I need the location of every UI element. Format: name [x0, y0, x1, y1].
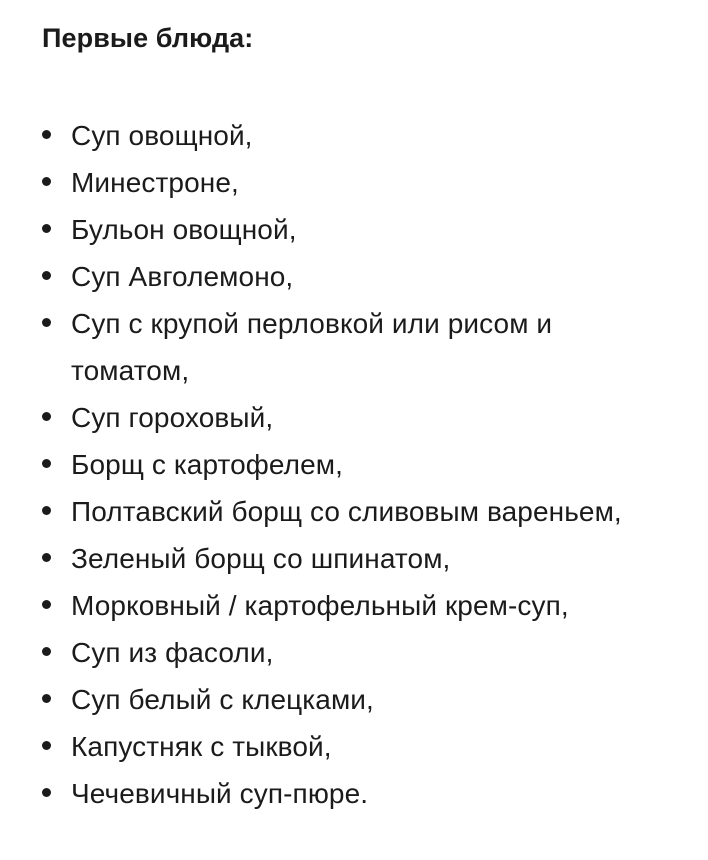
list-item-text: Капустняк с тыквой,	[71, 731, 332, 762]
list-item	[42, 253, 672, 300]
list-item	[42, 112, 672, 159]
list-item	[42, 441, 672, 488]
list-item	[42, 206, 672, 253]
list-item	[42, 629, 672, 676]
list-item	[42, 582, 672, 629]
list-item	[42, 770, 672, 817]
list-item	[42, 676, 672, 723]
bullet-icon	[42, 177, 51, 186]
list-item	[42, 723, 672, 770]
bullet-icon	[42, 600, 51, 609]
list-item-text: Суп Авголемоно,	[71, 261, 294, 292]
bullet-icon	[42, 694, 51, 703]
list-item-text: Суп гороховый,	[71, 402, 274, 433]
list-item	[42, 300, 672, 394]
list-item-text: Морковный / картофельный крем-суп,	[71, 590, 569, 621]
bullet-icon	[42, 553, 51, 562]
list-item-text: Чечевичный суп-пюре.	[71, 778, 369, 809]
bullet-icon	[42, 647, 51, 656]
bullet-icon	[42, 318, 51, 327]
list-item-text: Зеленый борщ со шпинатом,	[71, 543, 451, 574]
list-item	[42, 159, 672, 206]
list-item-text: Суп овощной,	[71, 120, 253, 151]
bullet-icon	[42, 741, 51, 750]
dish-list	[42, 112, 672, 817]
list-item-text: Суп из фасоли,	[71, 637, 274, 668]
list-item-text: Полтавский борщ со сливовым вареньем,	[71, 496, 622, 527]
section-heading: Первые блюда:	[42, 23, 254, 53]
list-item-text: Бульон овощной,	[71, 214, 297, 245]
bullet-icon	[42, 224, 51, 233]
bullet-icon	[42, 412, 51, 421]
list-item	[42, 535, 672, 582]
list-item-text: Минестроне,	[71, 167, 239, 198]
bullet-icon	[42, 506, 51, 515]
bullet-icon	[42, 788, 51, 797]
list-item-text: Суп белый с клецками,	[71, 684, 374, 715]
bullet-icon	[42, 271, 51, 280]
list-item-text: Суп с крупой перловкой или рисом и томатом,	[71, 308, 553, 386]
bullet-icon	[42, 130, 51, 139]
bullet-icon	[42, 459, 51, 468]
list-item	[42, 488, 672, 535]
list-item	[42, 394, 672, 441]
list-item-text: Борщ с картофелем,	[71, 449, 344, 480]
